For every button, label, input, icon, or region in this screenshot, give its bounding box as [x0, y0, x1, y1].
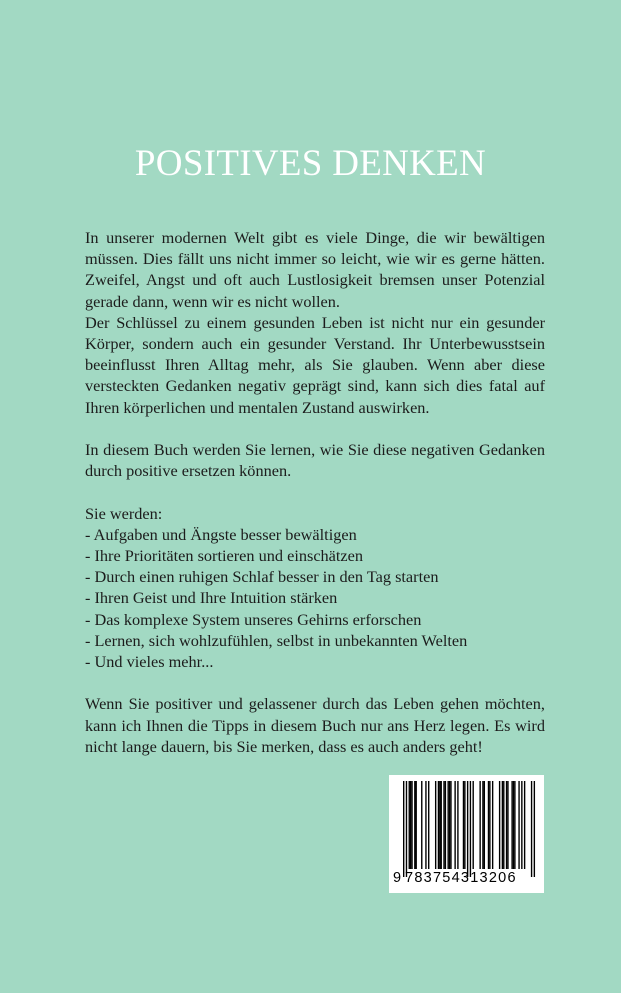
barcode-bar [513, 781, 514, 869]
barcode-bar [534, 781, 535, 877]
barcode-bar [443, 781, 444, 869]
isbn-lead-digit: 9 [393, 870, 403, 886]
paragraph-spacer [85, 481, 545, 502]
list-item: - Und vieles mehr... [85, 652, 214, 672]
barcode-bar [441, 781, 442, 869]
barcode-bar [414, 781, 415, 869]
barcode-bar [499, 781, 500, 869]
barcode-bar [507, 781, 508, 869]
barcode-bar [435, 781, 436, 869]
list-item: - Lernen, sich wohlzufühlen, selbst in unbekannten Welten [85, 630, 468, 650]
list-item: - Ihre Prioritäten sortieren und einschätzen [85, 546, 364, 566]
barcode-bar [518, 781, 519, 869]
key-paragraph: Der Schlüssel zu einem gesunden Leben ist nicht nur ein gesunder Körper, sondern auch ein gesunder Verstand. Ihr Unterbewusstsein beeinflusst Ihren Alltag mehr, als Sie glauben. Wenn aber diese versteckten Gedanken negativ geprägt sind, kann sich dies fatal auf Ihren körperlichen und mentalen Zustand auswirken. [85, 312, 545, 417]
book-title: POSITIVES DENKEN [134, 143, 487, 184]
barcode-bar [409, 781, 410, 869]
barcode-bar [421, 781, 422, 869]
barcode-bar [503, 781, 504, 869]
barcode-bar [488, 781, 489, 869]
barcode-bar [447, 781, 448, 869]
back-cover-text [85, 227, 545, 757]
barcode-bar [416, 781, 417, 869]
barcode-bar [454, 781, 455, 869]
barcode-bar [470, 781, 471, 877]
list-item: - Das komplexe System unseres Gehirns erforschen [85, 609, 422, 629]
isbn-digits: 783754313206 [405, 870, 517, 886]
learn-paragraph: In diesem Buch werden Sie lernen, wie Sie diese negativen Gedanken durch positive ersetzen können. [85, 440, 545, 481]
paragraph-spacer [85, 672, 545, 693]
list-item: - Durch einen ruhigen Schlaf besser in den Tag starten [85, 567, 439, 587]
barcode-bar [450, 781, 451, 869]
barcode-bar [406, 781, 407, 877]
intro-paragraph: In unserer modernen Welt gibt es viele Dinge, die wir bewältigen müssen. Dies fällt uns nicht immer so leicht, wie wir es gerne hätten. Zweifel, Angst und oft auch Lustlosigkeit bremsen unser Potenzial gerade dann, wenn wir es nicht wollen. [85, 228, 545, 311]
barcode-bar [428, 781, 429, 869]
closing-paragraph: Wenn Sie positiver und gelassener durch das Leben gehen möchten, kann ich Ihnen die Tipps in diesem Buch nur ans Herz legen. Es wird nicht lange dauern, bis Sie merken, dass es auch anders geht! [85, 694, 545, 756]
barcode-bar [484, 781, 485, 869]
barcode-bar [502, 781, 503, 869]
barcode-bar [464, 781, 465, 869]
barcode-bar [467, 781, 468, 877]
barcode-bar [531, 781, 532, 877]
barcode-bar [506, 781, 507, 869]
paragraph-spacer [85, 418, 545, 439]
isbn-barcode [389, 775, 544, 893]
barcode-bar [403, 781, 404, 877]
list-item: - Aufgaben und Ängste besser bewältigen [85, 524, 357, 544]
barcode-bar [521, 781, 522, 869]
barcode-bar [439, 781, 440, 869]
barcode-bar [514, 781, 515, 869]
barcode-bar [438, 781, 439, 869]
barcode-bar [482, 781, 483, 869]
barcode-bar [410, 781, 411, 869]
barcode-bar [411, 781, 412, 869]
barcode-bar [449, 781, 450, 869]
barcode-bar [511, 781, 512, 869]
barcode-bar [425, 781, 426, 869]
barcode-bar [445, 781, 446, 869]
list-intro: Sie werden: [85, 503, 163, 523]
barcode-bar [463, 781, 464, 869]
list-item: - Ihren Geist und Ihre Intuition stärken [85, 588, 338, 608]
barcode-bar [524, 781, 525, 869]
benefit-list [85, 524, 545, 672]
barcode-bar [489, 781, 490, 869]
barcode-bar [492, 781, 493, 869]
barcode-bar [473, 781, 474, 869]
barcode-bar [479, 781, 480, 869]
barcode-bar [457, 781, 458, 869]
